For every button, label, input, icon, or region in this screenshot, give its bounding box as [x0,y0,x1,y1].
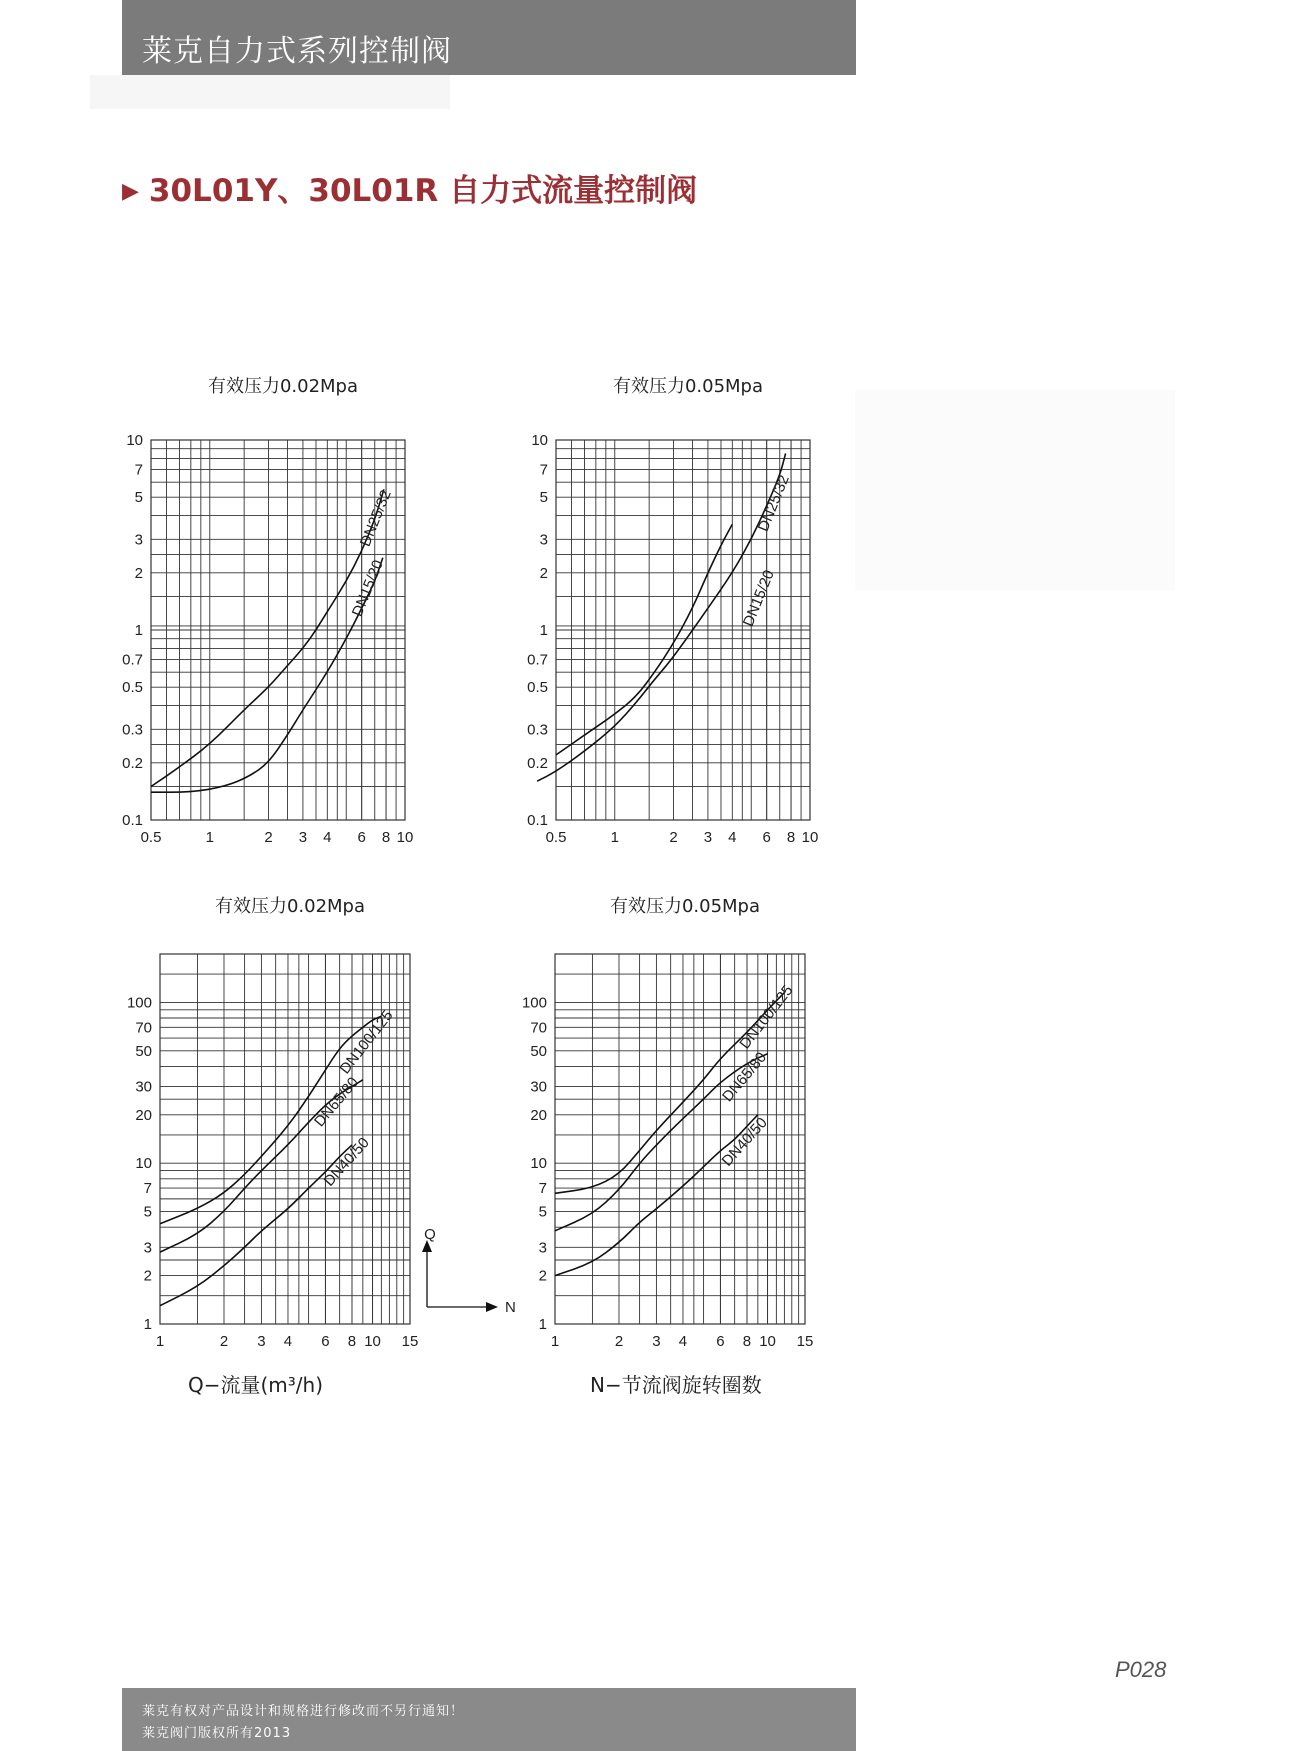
chart-2 [527,376,818,846]
y-tick-label: 2 [134,564,143,582]
x-tick-label: 3 [298,829,308,846]
series-label: DN25/32 [754,472,793,534]
x-tick-label: 10 [801,829,819,846]
triangle-bullet-icon: ▶ [122,179,139,204]
y-axis-caption: N−节流阀旋转圈数 [590,1373,762,1397]
y-tick-label: 1 [134,622,143,639]
footer-copyright: 莱克阀门版权所有2013 [142,1726,292,1741]
x-tick-label: 10 [759,1333,776,1350]
y-tick-label: 0.5 [122,679,143,697]
y-tick-label: 0.1 [122,812,143,829]
series-line-dn25-32 [151,489,384,786]
chart-3 [127,896,418,1350]
series-label: DN40/50 [718,1114,771,1170]
y-tick-label: 10 [126,432,143,449]
y-tick-label: 70 [530,1019,547,1037]
chart-title: 有效压力0.05Mpa [612,376,764,397]
x-tick-label: 2 [219,1333,229,1350]
y-tick-label: 100 [521,994,547,1012]
series-line-dn40-50 [160,1145,352,1306]
y-tick-label: 30 [530,1078,547,1096]
header-title: 莱克自力式系列控制阀 [142,34,452,69]
x-axis-caption: Q−流量(m³/h) [188,1373,324,1397]
y-tick-label: 50 [530,1042,547,1060]
series-line-dn100-125 [160,1016,381,1224]
y-tick-label: 0.7 [122,651,143,669]
y-tick-label: 0.1 [527,812,548,829]
y-tick-label: 1 [143,1316,152,1333]
y-tick-label: 0.5 [527,679,548,697]
x-tick-label: 6 [762,829,771,846]
x-tick-label: 8 [347,1333,357,1350]
y-tick-label: 0.2 [122,754,143,772]
y-tick-label: 5 [143,1203,152,1221]
x-tick-label: 1 [610,829,619,846]
series-label: DN40/50 [320,1134,373,1190]
series-label: DN65/80 [719,1048,771,1106]
x-tick-label: 2 [669,829,678,846]
q-n-axis-indicator [422,1240,498,1312]
y-tick-label: 0.3 [527,721,548,739]
x-tick-label: 4 [678,1333,688,1350]
y-tick-label: 2 [143,1267,152,1285]
series-label: DN15/20 [348,557,387,619]
series-label: DN65/80 [311,1073,363,1131]
y-tick-label: 7 [538,1180,547,1198]
x-tick-label: 4 [323,829,332,846]
y-tick-label: 2 [539,564,548,582]
x-tick-label: 10 [364,1333,381,1350]
series-label: DN25/32 [356,487,395,549]
y-tick-label: 100 [126,994,152,1012]
y-tick-label: 10 [531,432,548,449]
x-tick-label: 1 [550,1333,560,1350]
y-tick-label: 7 [134,461,143,479]
series-label: DN15/20 [739,567,778,629]
series-line-dn15-20 [151,558,383,792]
x-tick-label: 6 [357,829,366,846]
footer-notice: 莱克有权对产品设计和规格进行修改而不另行通知！ [142,1704,465,1719]
y-tick-label: 0.3 [122,721,143,739]
y-tick-label: 20 [530,1106,547,1124]
x-tick-label: 6 [716,1333,725,1350]
y-tick-label: 1 [539,622,548,639]
y-tick-label: 3 [143,1239,152,1257]
n-axis-label: N [505,1299,516,1316]
series-label: DN100/125 [736,982,797,1053]
y-tick-label: 3 [538,1239,547,1257]
x-tick-label: 4 [728,829,737,846]
x-tick-label: 3 [257,1333,266,1350]
x-tick-label: 4 [283,1333,293,1350]
x-tick-label: 0.5 [140,829,162,846]
y-tick-label: 20 [135,1106,152,1124]
series-line-dn25-32 [556,524,732,755]
x-tick-label: 1 [155,1333,165,1350]
section-title: 30L01Y、30L01R 自力式流量控制阀 [148,173,698,209]
x-tick-label: 8 [381,829,391,846]
q-axis-label: Q [424,1226,436,1243]
chart-grid [160,954,410,1324]
x-tick-label: 1 [205,829,214,846]
y-tick-label: 10 [135,1155,152,1173]
x-tick-label: 8 [786,829,796,846]
y-tick-label: 7 [539,461,548,479]
y-tick-label: 3 [134,531,143,549]
x-tick-label: 3 [652,1333,661,1350]
y-tick-label: 7 [143,1180,152,1198]
x-tick-label: 10 [396,829,414,846]
y-tick-label: 5 [539,489,548,507]
y-tick-label: 0.2 [527,754,548,772]
y-tick-label: 1 [538,1316,547,1333]
series-label: DN100/125 [336,1007,397,1078]
y-tick-label: 5 [134,489,143,507]
x-tick-label: 15 [401,1333,419,1350]
y-tick-label: 10 [530,1155,547,1173]
y-tick-label: 50 [135,1042,152,1060]
chart-grid [151,440,405,820]
y-tick-label: 2 [538,1267,547,1285]
x-tick-label: 15 [796,1333,814,1350]
x-tick-label: 2 [614,1333,624,1350]
chart-title: 有效压力0.02Mpa [207,376,359,397]
chart-title: 有效压力0.02Mpa [214,896,366,917]
y-tick-label: 70 [135,1019,152,1037]
x-tick-label: 3 [703,829,713,846]
y-tick-label: 30 [135,1078,152,1096]
chart-4 [522,896,813,1350]
y-tick-label: 5 [538,1203,547,1221]
y-tick-label: 3 [539,531,548,549]
chart-title: 有效压力0.05Mpa [609,896,761,917]
x-tick-label: 6 [321,1333,330,1350]
chart-1 [122,376,413,846]
x-tick-label: 0.5 [545,829,567,846]
footer-bar [122,1688,856,1751]
page-number: P028 [1115,1657,1167,1682]
x-tick-label: 2 [264,829,273,846]
y-tick-label: 0.7 [527,651,548,669]
x-tick-label: 8 [742,1333,752,1350]
